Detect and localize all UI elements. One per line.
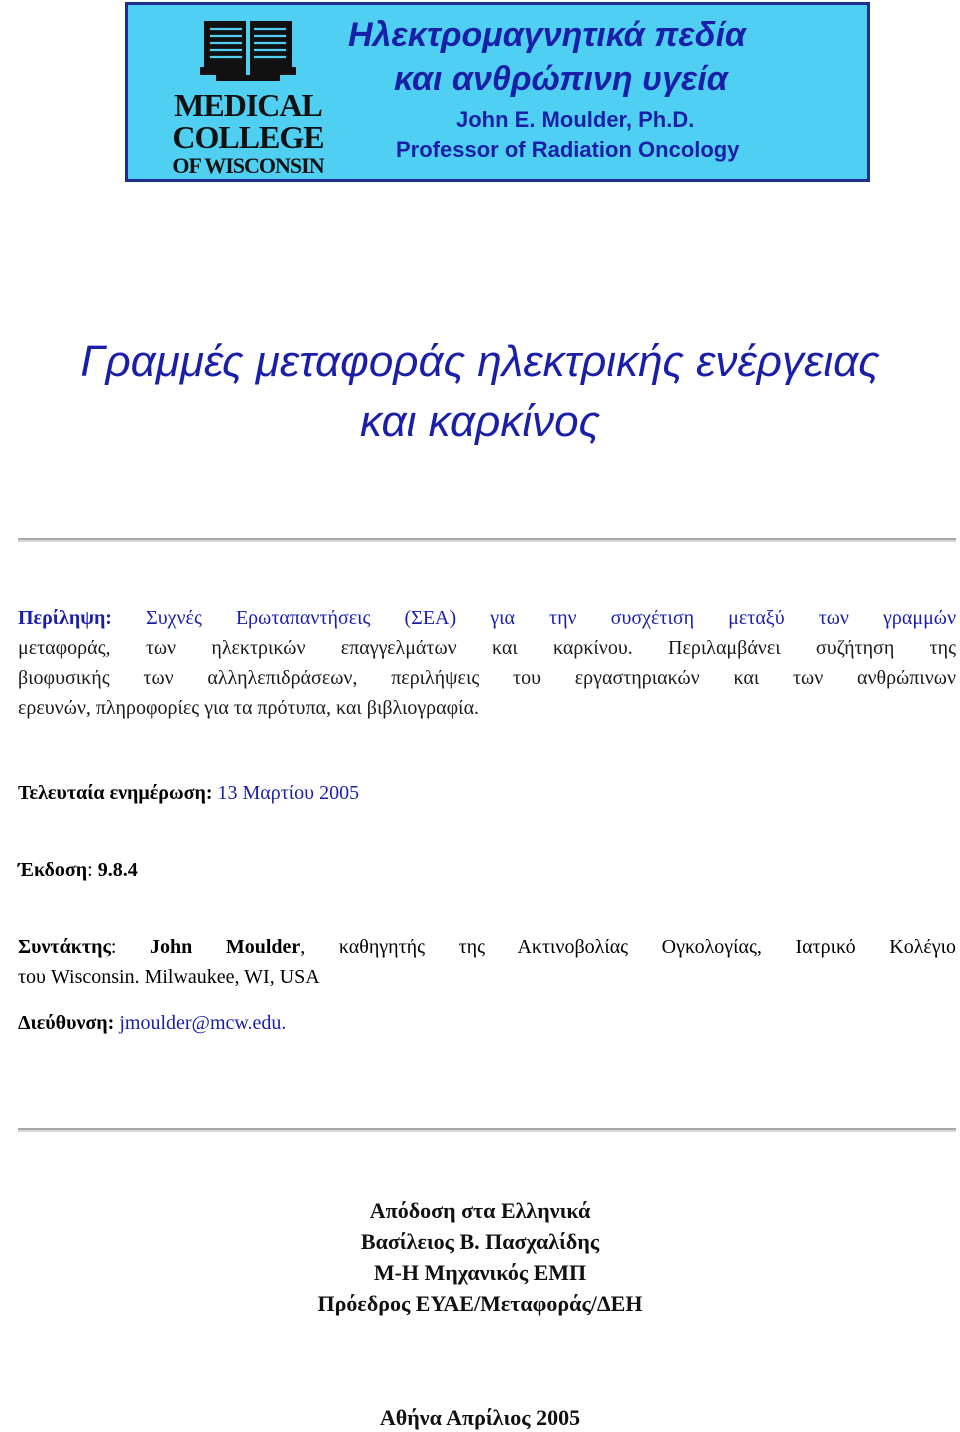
address-email-link[interactable]: jmoulder@mcw.edu.: [119, 1012, 287, 1034]
editor-name: John Moulder: [150, 936, 301, 958]
header-banner: [125, 2, 870, 182]
document-title: [0, 332, 960, 452]
summary-paragraph: [18, 603, 956, 723]
banner-author: John E. Moulder, Ph.D.: [456, 107, 695, 132]
document-title-line1: Γραμμές μεταφοράς ηλεκτρικής ενέργειας: [80, 337, 880, 386]
version-colon: :: [87, 859, 93, 881]
summary-line3: βιοφυσικής των αλληλεπιδράσεων, περιλήψεις του εργαστηριακών και των ανθρώπινων: [18, 667, 956, 689]
logo-text-line3: OF WISCONSIN: [172, 153, 324, 178]
summary-line2: μεταφοράς, των ηλεκτρικών επαγγελμάτων και καρκίνου. Περιλαμβάνει συζήτηση της: [18, 637, 956, 659]
mcw-logo: [148, 17, 348, 177]
address-label: Διεύθυνση:: [18, 1012, 115, 1034]
version-label: Έκδοση: [18, 859, 88, 881]
version-value: 9.8.4: [97, 859, 138, 881]
divider-top: [18, 538, 956, 542]
editor-line1: [18, 932, 956, 962]
summary-line1: [18, 603, 956, 633]
banner-title-line2: και ανθρώπινη υγεία: [394, 60, 728, 98]
banner-text: [346, 13, 866, 165]
divider-bottom: [18, 1128, 956, 1132]
last-update-label: Τελευταία ενημέρωση:: [18, 782, 213, 804]
editor: [18, 932, 956, 992]
credits-line1: Απόδοση στα Ελληνικά: [369, 1198, 591, 1223]
last-update-value: 13 Μαρτίου 2005: [217, 782, 360, 804]
version: [18, 855, 138, 885]
logo-text-line1: MEDICAL: [174, 87, 322, 123]
credits-line2: Βασίλειος Β. Πασχαλίδης: [360, 1229, 600, 1254]
logo-text-line2: COLLEGE: [172, 119, 324, 155]
editor-label: Συντάκτης: [18, 936, 111, 958]
translation-credits: [0, 1195, 960, 1319]
credits-line3: Μ-Η Μηχανικός ΕΜΠ: [373, 1260, 587, 1285]
editor-colon: :: [110, 936, 117, 958]
banner-title-line1: Ηλεκτρομαγνητικά πεδία: [348, 16, 746, 54]
book-icon: [196, 17, 300, 83]
summary-label: Περίληψη:: [18, 607, 112, 629]
place-date: Αθήνα Απρίλιος 2005: [379, 1405, 581, 1430]
summary-line4: ερευνών, πληροφορίες για τα πρότυπα, και βιβλιογραφία.: [18, 697, 480, 719]
last-update: [18, 778, 359, 808]
editor-line2: του Wisconsin. Milwaukee, WI, USA: [18, 966, 320, 988]
document-title-line2: και καρκίνος: [360, 397, 600, 446]
credits-line4: Πρόεδρος ΕΥΑΕ/Μεταφοράς/ΔΕΗ: [317, 1291, 643, 1316]
editor-line1-rest: , καθηγητής της Ακτινοβολίας Ογκολογίας, Ιατρικό Κολέγιο: [300, 936, 957, 958]
banner-role: Professor of Radiation Oncology: [396, 137, 740, 162]
summary-text-line1: Συχνές Ερωταπαντήσεις (ΣΕΑ) για την συσχέτιση μεταξύ των γραμμών: [146, 607, 957, 629]
address: [18, 1008, 286, 1038]
